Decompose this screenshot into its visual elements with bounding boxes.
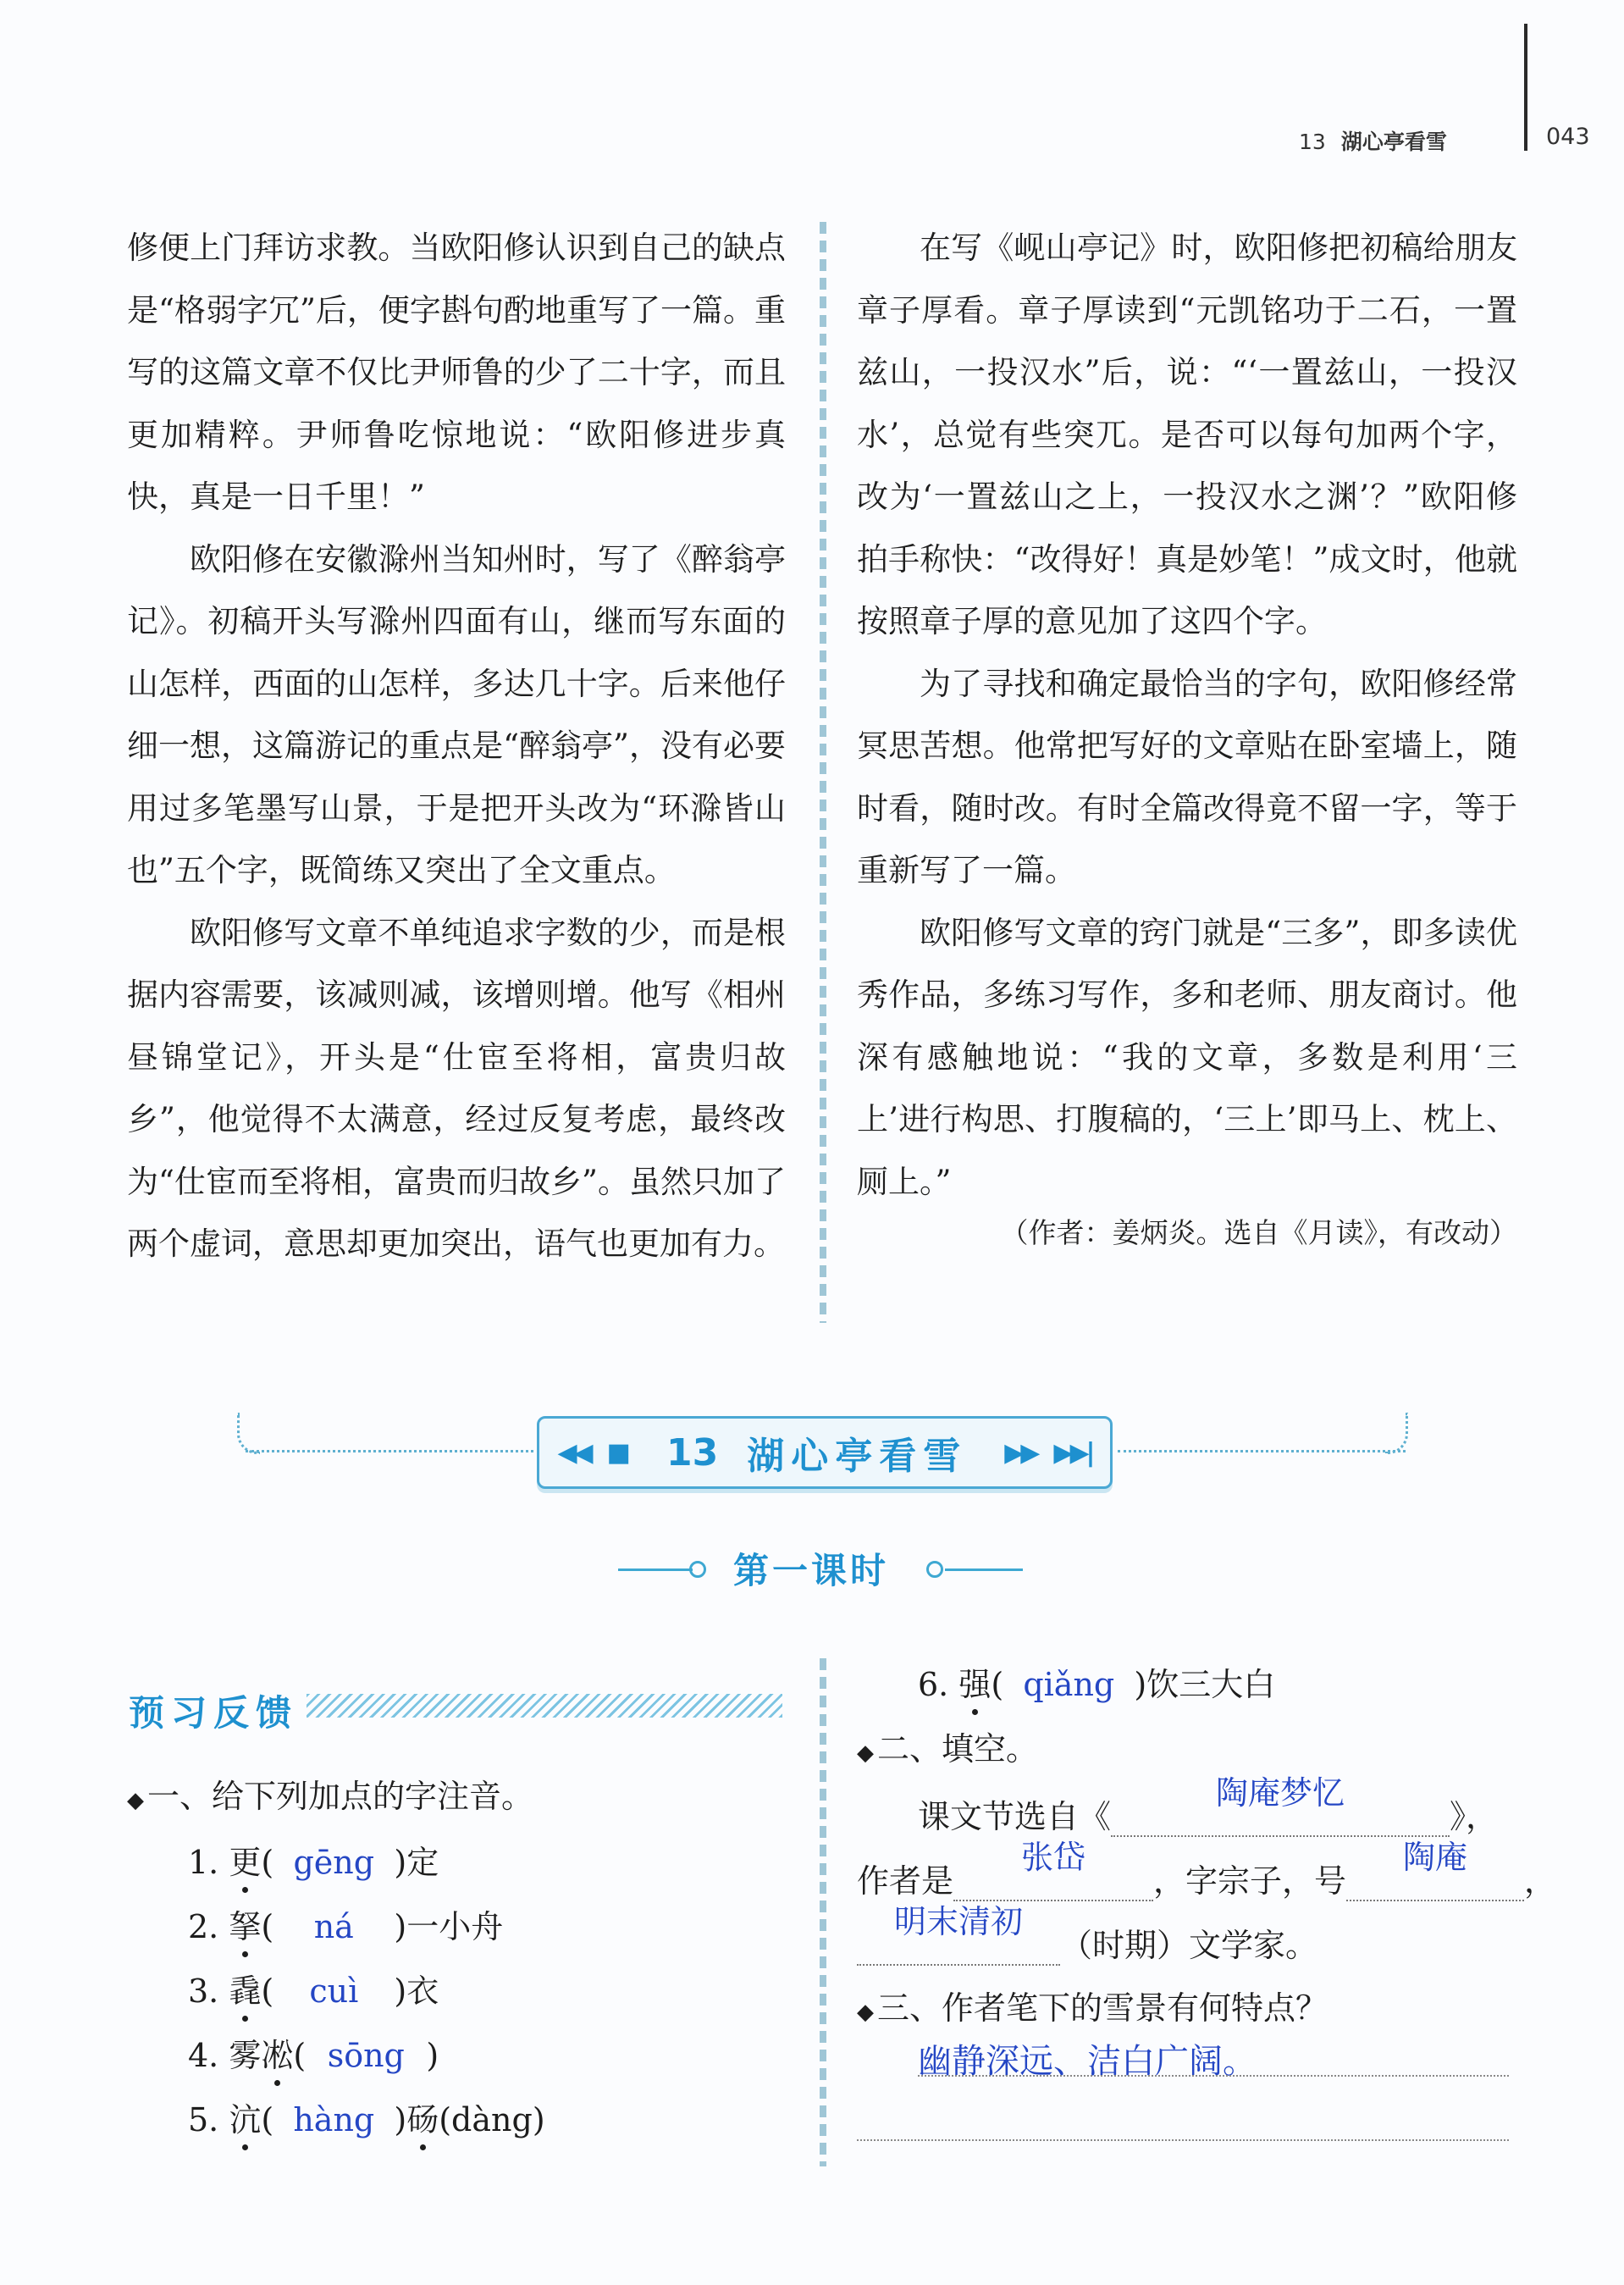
fill-line-1 bbox=[918, 1774, 1499, 1837]
fill-line-2 bbox=[857, 1839, 1557, 1901]
source-answer: 陶庵梦忆 bbox=[1216, 1774, 1345, 1812]
pinyin-item: 6. 强( qiǎng )饮三大白 bbox=[918, 1658, 1275, 1705]
dotted-character: 毳 bbox=[229, 1965, 261, 2011]
item-suffix: 饮三大白 bbox=[1146, 1666, 1276, 1703]
banner-dotted-line-right bbox=[1118, 1450, 1406, 1452]
header-lesson-title: 湖心亭看雪 bbox=[1340, 130, 1447, 154]
author-answer: 张岱 bbox=[1021, 1839, 1086, 1876]
question-2-title: 二、填空。 bbox=[877, 1730, 1039, 1768]
banner-lesson-number: 13 bbox=[666, 1430, 719, 1474]
header-lesson-number: 13 bbox=[1299, 130, 1326, 154]
answer-line bbox=[857, 2139, 1509, 2141]
dotted-character: 凇 bbox=[261, 2029, 293, 2076]
article-paragraph: 欧阳修写文章不单纯追求字数的少，而是根据内容需要，该减则减，该增则增。他写《相州昼锦堂记》，开头是“仕宦至将相，富贵归故乡”，他觉得不太满意，经过反复考虑，最终改为“仕宦而至将相，富贵而归故乡”。虽然只加了两个虚词，意思却更加突出，语气也更加有力。 bbox=[127, 914, 786, 1262]
lesson-banner bbox=[537, 1416, 1113, 1489]
pinyin-answer: gēng bbox=[293, 1844, 375, 1881]
dotted-character: 砀 bbox=[406, 2094, 439, 2140]
section-title: 预习反馈 bbox=[129, 1692, 299, 1734]
pinyin-item: 5. 沆( hàng )砀(dàng) bbox=[188, 2094, 545, 2140]
article-paragraph: 修便上门拜访求教。当欧阳修认识到自己的缺点是“格弱字冗”后，便字斟句酌地重写了一篇。重写的这篇文章不仅比尹师鲁的少了二十字，而且更加精粹。尹师鲁吃惊地说：“欧阳修进步真快，真是一日千里！” bbox=[127, 230, 786, 515]
session-title: 第一课时 bbox=[733, 1550, 890, 1591]
pinyin-item: 1. 更( gēng )定 bbox=[188, 1836, 439, 1883]
fill-text: 课文节选自《 bbox=[918, 1798, 1112, 1835]
question-1 bbox=[127, 1770, 533, 1817]
hao-answer: 陶庵 bbox=[1403, 1839, 1468, 1876]
page-number: 043 bbox=[1546, 124, 1590, 150]
session-rule-left bbox=[618, 1569, 693, 1571]
dotted-character: 更 bbox=[229, 1836, 261, 1883]
pinyin-answer: sōng bbox=[327, 2037, 405, 2074]
stop-icon: ■ bbox=[606, 1437, 627, 1468]
knot-ornament-icon bbox=[926, 1561, 943, 1578]
header-rule bbox=[1524, 24, 1527, 151]
fill-text: ， bbox=[1524, 1862, 1557, 1900]
dotted-character: 强 bbox=[958, 1658, 991, 1705]
column-divider bbox=[820, 1658, 826, 2166]
item-number: 4. bbox=[188, 2037, 219, 2074]
item-number: 6. bbox=[918, 1666, 949, 1703]
dotted-character: 拏 bbox=[229, 1900, 261, 1947]
running-header bbox=[1299, 125, 1447, 156]
article-paragraph: 欧阳修在安徽滁州当知州时，写了《醉翁亭记》。初稿开头写滁州四面有山，继而写东面的山怎样，西面的山怎样，多达几十字。后来他仔细一想，这篇游记的重点是“醉翁亭”，没有必要用过多笔墨写山景，于是把开头改为“环滁皆山也”五个字，既简练又突出了全文重点。 bbox=[127, 540, 786, 888]
column-divider bbox=[820, 222, 826, 1323]
pinyin-answer: qiǎng bbox=[1023, 1666, 1115, 1703]
pinyin-item: 2. 拏( ná )一小舟 bbox=[188, 1900, 503, 1947]
item-number: 3. bbox=[188, 1972, 219, 2010]
diamond-bullet-icon: ◆ bbox=[127, 1788, 144, 1813]
question-3-title: 三、作者笔下的雪景有何特点？ bbox=[877, 1989, 1328, 2027]
question-2 bbox=[857, 1723, 1038, 1769]
item-number: 5. bbox=[188, 2101, 219, 2138]
session-rule-right bbox=[945, 1569, 1023, 1571]
pinyin-item: 3. 毳( cuì )衣 bbox=[188, 1965, 439, 2011]
banner-lesson-title: 湖心亭看雪 bbox=[747, 1435, 968, 1478]
knot-ornament-icon bbox=[689, 1561, 706, 1578]
banner-dotted-line-left bbox=[246, 1450, 533, 1452]
question-1-title: 一、给下列加点的字注音。 bbox=[147, 1778, 534, 1815]
fill-text: 》， bbox=[1450, 1798, 1499, 1835]
banner-ornament-left bbox=[237, 1413, 260, 1454]
article-left-column bbox=[127, 217, 786, 1275]
given-pinyin: dàng bbox=[451, 2101, 533, 2138]
plain-character: 雾 bbox=[229, 2037, 262, 2074]
article-paragraph: 在写《岘山亭记》时，欧阳修把初稿给朋友章子厚看。章子厚读到“元凯铭功于二石，一置兹山，一投汉水”后，说：“‘一置兹山，一投汉水’，总觉有些突兀。是否可以每句加两个字，改为‘一置兹山之上，一投汉水之渊’？”欧阳修拍手称快：“改得好！真是妙笔！”成文时，他就按照章子厚的意见加了这四个字。 bbox=[857, 230, 1517, 639]
article-byline: （作者：姜炳炎。选自《月读》，有改动） bbox=[1000, 1216, 1517, 1249]
item-suffix: 一小舟 bbox=[406, 1908, 504, 1945]
skip-back-icon: ◀◀ bbox=[557, 1437, 590, 1468]
item-number: 1. bbox=[188, 1844, 219, 1881]
fill-text: ，字宗子，号 bbox=[1153, 1862, 1347, 1900]
pinyin-answer: hàng bbox=[293, 2101, 375, 2138]
fill-line-3 bbox=[857, 1903, 1318, 1966]
fill-text: 作者是 bbox=[857, 1862, 954, 1900]
answer-line bbox=[918, 2075, 1509, 2077]
fast-forward-icon: ▶▶ bbox=[1004, 1437, 1037, 1468]
pinyin-answer: ná bbox=[313, 1908, 354, 1945]
pinyin-answer: cuì bbox=[309, 1972, 359, 2010]
dotted-character: 沆 bbox=[229, 2094, 261, 2140]
period-blank bbox=[857, 1903, 1060, 1966]
question-3-answer: 幽静深远、洁白广阔。 bbox=[918, 2042, 1257, 2081]
item-suffix: 定 bbox=[406, 1844, 439, 1881]
question-3 bbox=[857, 1982, 1328, 2028]
pinyin-item: 4. 雾凇( sōng ) bbox=[188, 2029, 439, 2076]
article-paragraph: 欧阳修写文章的窍门就是“三多”，即多读优秀作品，多练习写作，多和老师、朋友商讨。他深有感触地说：“我的文章，多数是利用‘三上’进行构思、打腹稿的，‘三上’即马上、枕上、厕上。” bbox=[857, 914, 1517, 1200]
hao-blank bbox=[1346, 1839, 1524, 1901]
item-suffix: 衣 bbox=[406, 1972, 439, 2010]
skip-forward-icon: ▶▶| bbox=[1053, 1437, 1092, 1468]
section-title-hatching bbox=[307, 1694, 782, 1718]
article-right-column bbox=[857, 217, 1517, 1213]
author-blank bbox=[953, 1839, 1153, 1901]
period-answer: 明末清初 bbox=[893, 1903, 1023, 1940]
source-blank bbox=[1111, 1774, 1450, 1837]
item-number: 2. bbox=[188, 1908, 219, 1945]
fill-text: （时期）文学家。 bbox=[1060, 1927, 1318, 1964]
diamond-bullet-icon: ◆ bbox=[857, 2000, 874, 2025]
article-paragraph: 为了寻找和确定最恰当的字句，欧阳修经常冥思苦想。他常把写好的文章贴在卧室墙上，随时看，随时改。有时全篇改得竟不留一字，等于重新写了一篇。 bbox=[857, 665, 1517, 888]
diamond-bullet-icon: ◆ bbox=[857, 1740, 874, 1766]
banner-ornament-right bbox=[1385, 1413, 1408, 1454]
